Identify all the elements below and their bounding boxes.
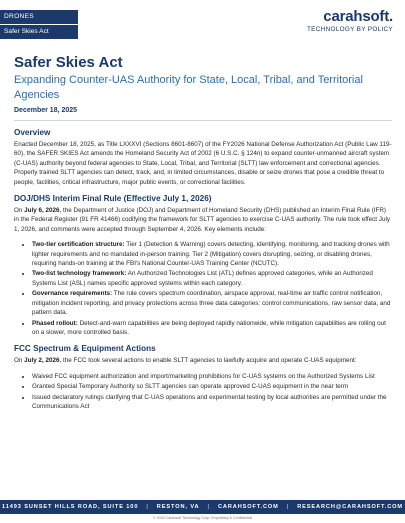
overview-paragraph: Enacted December 18, 2025, as Title LXXXVI (Sections 8601-8607) of the FY2026 National Defense Authorization Act (Public Law 119-60), the SAFER SKIES Act amends the Homeland Security Act of 2002 (6 U.S.C. § 124n) to expand counter-unmanned aircraft system (C-UAS) authority beyond federal agencies to State, Local, Tribal, and Territorial (SLTT) law enforcement and correctional agencies. Properly trained SLTT agencies can detect, track, and, in limited circumstances, disable or seize drones that pose a credible threat to people, facilities, critical infrastructure, major public events, or correctional facilities. <box>14 141 392 186</box>
list-item: • Granted Special Temporary Authority so SLTT agencies can operate approved C-UAS equipment in the near term <box>32 382 392 391</box>
list-item <box>32 289 392 317</box>
bullet-text: Detect-and-warn capabilities are being deployed rapidly nationwide, while mitigation capabilities are rolling out on a slower, more controlled basis. <box>32 319 386 336</box>
list-item <box>32 319 392 338</box>
footer-separator: | <box>207 504 210 510</box>
doj-intro <box>14 206 392 234</box>
document-body <box>14 54 392 412</box>
fcc-bullet-list <box>14 372 392 412</box>
overview-heading: Overview <box>14 128 51 137</box>
bullet-label: Phased rollout: <box>32 319 78 327</box>
bullet-text: Tier 1 (Detection & Warning) covers detecting, identifying, monitoring, and tracking drones with lighter requirements and no mandated in-person training. Tier 2 (Mitigation) covers disrupting, seizing, or disabling drones, requiring hands-on training at the FBI's National Counter-UAS Training Center (NCUTC). <box>32 241 390 268</box>
footer-website-link[interactable]: CARAHSOFT.COM <box>217 504 279 510</box>
footer-separator: | <box>146 504 149 510</box>
list-item: • Waived FCC equipment authorization and import/marketing prohibitions for C-UAS systems on the Authorized Systems List <box>32 372 392 381</box>
doj-intro-date: July 6, 2026 <box>24 207 60 215</box>
list-item <box>32 269 392 288</box>
fcc-intro <box>14 356 392 365</box>
bullet-text: The rule covers spectrum coordination, airspace approval, real-time air traffic control notification, mitigation incident reporting, and privacy protections across three data categories: control communications, raw sensor data, and pattern data. <box>32 290 391 317</box>
doj-intro-prefix: On <box>14 207 25 215</box>
doj-heading: DOJ/DHS Interim Final Rule (Effective July 1, 2026) <box>14 194 212 204</box>
footer-address: 11493 SUNSET HILLS ROAD, SUITE 100 <box>2 504 139 510</box>
document-title: Safer Skies Act <box>14 54 123 71</box>
document-date: December 18, 2025 <box>14 107 78 114</box>
document-subtitle: Expanding Counter-UAS Authority for State, Local, Tribal, and Territorial Agencies <box>14 74 363 101</box>
bullet-label: Two-tier certification structure: <box>32 241 125 249</box>
logo-tagline: TECHNOLOGY BY POLICY <box>306 26 393 33</box>
list-item <box>32 240 392 268</box>
fcc-intro-text: , the FCC took several actions to enable SLTT agencies to lawfully acquire and operate C-UAS equipment: <box>59 357 357 365</box>
doj-bullet-list <box>14 240 392 337</box>
logo-wordmark: carahsoft. <box>323 8 393 25</box>
category-tag: DRONES <box>0 10 78 24</box>
topic-tag: Safer Skies Act <box>0 25 78 39</box>
footer-bar <box>0 500 405 514</box>
fcc-heading: FCC Spectrum & Equipment Actions <box>14 344 156 354</box>
copyright-notice: © 2026 Carahsoft Technology Corp. Proprietary & Confidential <box>152 516 253 520</box>
bullet-label: Two-list technology framework: <box>32 270 127 278</box>
bullet-label: Governance requirements: <box>32 290 113 298</box>
footer-separator: | <box>286 504 290 510</box>
footer-city: RESTON, VA <box>156 504 200 510</box>
footer-email-link[interactable]: RESEARCH@CARAHSOFT.COM <box>297 504 403 510</box>
divider <box>14 120 392 121</box>
doj-intro-text: , the Department of Justice (DOJ) and Department of Homeland Security (DHS) published an Interim Final Rule (IFR) in the Federal Register (91 FR 41466) codifying the framework for SLTT agencies to exercise C-UAS authority. The rule took effect July 1, 2026, and comments were accepted through September 4, 2026. Key elements include: <box>14 207 391 233</box>
carahsoft-logo <box>307 9 393 33</box>
list-item: • Issued declaratory rulings clarifying that C-UAS operations and experimental testing by local authorities are permitted under the Communications Act <box>32 393 392 412</box>
bullet-text: An Authorized Technologies List (ATL) defines approved categories, while an Authorized Systems List (ASL) names specific approved systems within each category. <box>32 270 373 287</box>
fcc-intro-prefix: On <box>14 357 25 365</box>
fcc-intro-date: July 2, 2026 <box>24 357 60 365</box>
